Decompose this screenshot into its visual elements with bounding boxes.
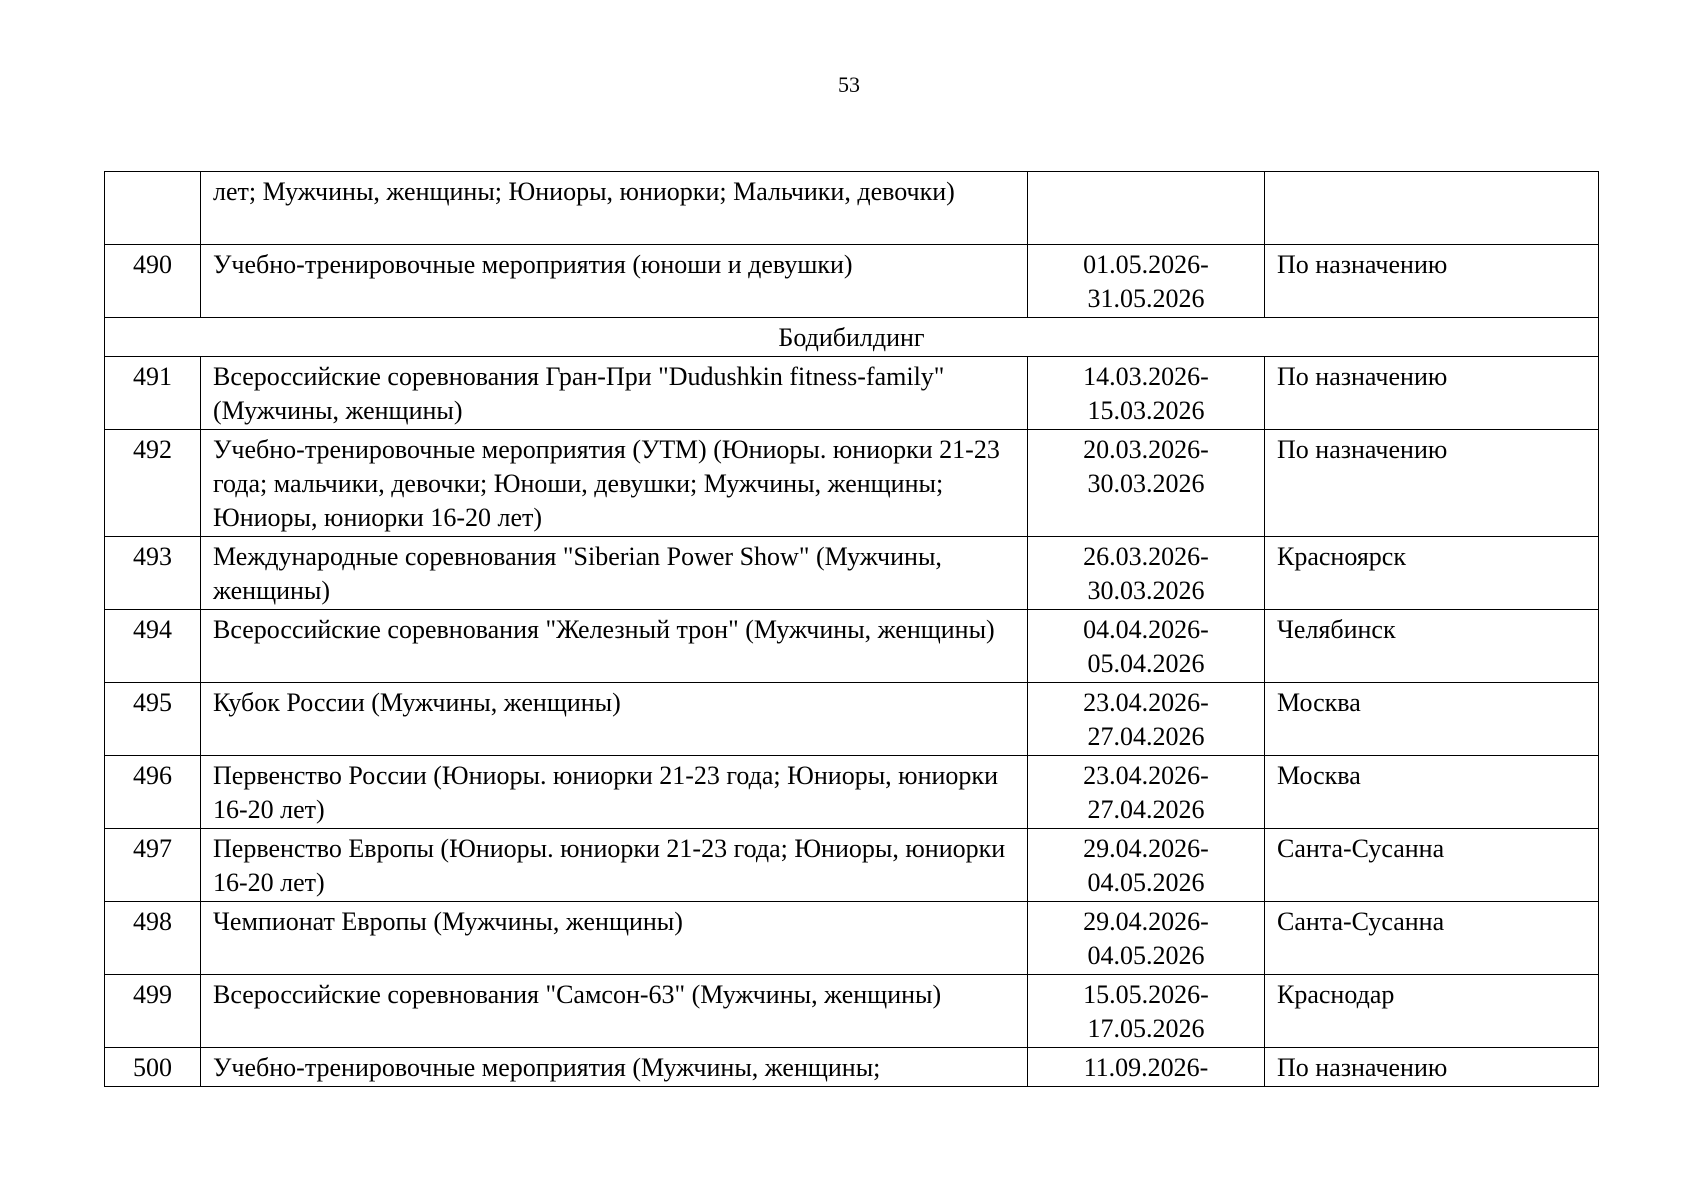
event-name: Учебно-тренировочные мероприятия (юноши и девушки) — [201, 245, 1028, 318]
table-row — [105, 829, 1599, 902]
row-number: 494 — [105, 610, 201, 683]
section-row — [105, 318, 1599, 357]
event-place: Санта-Сусанна — [1265, 902, 1599, 975]
event-dates — [1028, 172, 1265, 245]
event-name: Международные соревнования "Siberian Power Show" (Мужчины, женщины) — [201, 537, 1028, 610]
event-dates — [1028, 975, 1265, 1048]
event-dates — [1028, 683, 1265, 756]
date-end: 04.05.2026 — [1087, 868, 1205, 897]
event-name: Чемпионат Европы (Мужчины, женщины) — [201, 902, 1028, 975]
event-place: Москва — [1265, 683, 1599, 756]
table-row — [105, 902, 1599, 975]
date-start: 20.03.2026- — [1083, 435, 1209, 464]
table-row — [105, 537, 1599, 610]
table-row — [105, 245, 1599, 318]
event-place: Москва — [1265, 756, 1599, 829]
date-start: 11.09.2026- — [1083, 1053, 1209, 1082]
page-number: 53 — [838, 72, 860, 97]
date-end: 31.05.2026 — [1087, 284, 1205, 313]
row-number: 498 — [105, 902, 201, 975]
table-row — [105, 357, 1599, 430]
event-name: Первенство России (Юниоры. юниорки 21-23 года; Юниоры, юниорки 16-20 лет) — [201, 756, 1028, 829]
date-start: 15.05.2026- — [1083, 980, 1209, 1009]
date-start: 01.05.2026- — [1083, 250, 1209, 279]
row-number: 492 — [105, 430, 201, 537]
date-start: 14.03.2026- — [1083, 362, 1209, 391]
date-end: 05.04.2026 — [1087, 649, 1205, 678]
table-row — [105, 756, 1599, 829]
event-place: Красноярск — [1265, 537, 1599, 610]
row-number: 495 — [105, 683, 201, 756]
event-place: Краснодар — [1265, 975, 1599, 1048]
event-name: Всероссийские соревнования Гран-При "Dudushkin fitness-family" (Мужчины, женщины) — [201, 357, 1028, 430]
date-end: 27.04.2026 — [1087, 722, 1205, 751]
row-number — [105, 172, 201, 245]
event-dates — [1028, 537, 1265, 610]
event-name: Учебно-тренировочные мероприятия (Мужчины, женщины; — [201, 1048, 1028, 1087]
event-name: лет; Мужчины, женщины; Юниоры, юниорки; Мальчики, девочки) — [201, 172, 1028, 245]
event-place: Санта-Сусанна — [1265, 829, 1599, 902]
date-start: 23.04.2026- — [1083, 688, 1209, 717]
date-end: 30.03.2026 — [1087, 576, 1205, 605]
table-row — [105, 975, 1599, 1048]
table-row — [105, 430, 1599, 537]
event-place: По назначению — [1265, 357, 1599, 430]
date-end: 15.03.2026 — [1087, 396, 1205, 425]
date-start: 29.04.2026- — [1083, 907, 1209, 936]
date-end: 30.03.2026 — [1087, 469, 1205, 498]
row-number: 499 — [105, 975, 201, 1048]
event-name: Всероссийские соревнования "Самсон-63" (Мужчины, женщины) — [201, 975, 1028, 1048]
row-number: 497 — [105, 829, 201, 902]
date-start: 23.04.2026- — [1083, 761, 1209, 790]
table-row — [105, 610, 1599, 683]
events-table — [104, 171, 1599, 1087]
event-place — [1265, 172, 1599, 245]
event-dates — [1028, 756, 1265, 829]
event-place: По назначению — [1265, 1048, 1599, 1087]
table-row — [105, 683, 1599, 756]
date-end: 27.04.2026 — [1087, 795, 1205, 824]
section-title: Бодибилдинг — [105, 318, 1599, 357]
event-dates — [1028, 829, 1265, 902]
date-end: 17.05.2026 — [1087, 1014, 1205, 1043]
date-start: 04.04.2026- — [1083, 615, 1209, 644]
row-number: 496 — [105, 756, 201, 829]
row-number: 490 — [105, 245, 201, 318]
event-name: Учебно-тренировочные мероприятия (УТМ) (Юниоры. юниорки 21-23 года; мальчики, девочки; Юноши, девушки; Мужчины, женщины; Юниоры, юниорки 16-20 лет) — [201, 430, 1028, 537]
event-place: По назначению — [1265, 245, 1599, 318]
event-name: Всероссийские соревнования "Железный трон" (Мужчины, женщины) — [201, 610, 1028, 683]
event-place: Челябинск — [1265, 610, 1599, 683]
event-dates — [1028, 357, 1265, 430]
row-number: 500 — [105, 1048, 201, 1087]
event-dates — [1028, 902, 1265, 975]
event-name: Первенство Европы (Юниоры. юниорки 21-23 года; Юниоры, юниорки 16-20 лет) — [201, 829, 1028, 902]
event-dates — [1028, 430, 1265, 537]
event-dates — [1028, 1048, 1265, 1087]
date-end: 04.05.2026 — [1087, 941, 1205, 970]
event-name: Кубок России (Мужчины, женщины) — [201, 683, 1028, 756]
event-dates — [1028, 245, 1265, 318]
date-start: 26.03.2026- — [1083, 542, 1209, 571]
row-number: 491 — [105, 357, 201, 430]
table-row-truncated — [105, 1048, 1599, 1087]
row-number: 493 — [105, 537, 201, 610]
event-place: По назначению — [1265, 430, 1599, 537]
date-start: 29.04.2026- — [1083, 834, 1209, 863]
event-dates — [1028, 610, 1265, 683]
table-row-continued — [105, 172, 1599, 245]
